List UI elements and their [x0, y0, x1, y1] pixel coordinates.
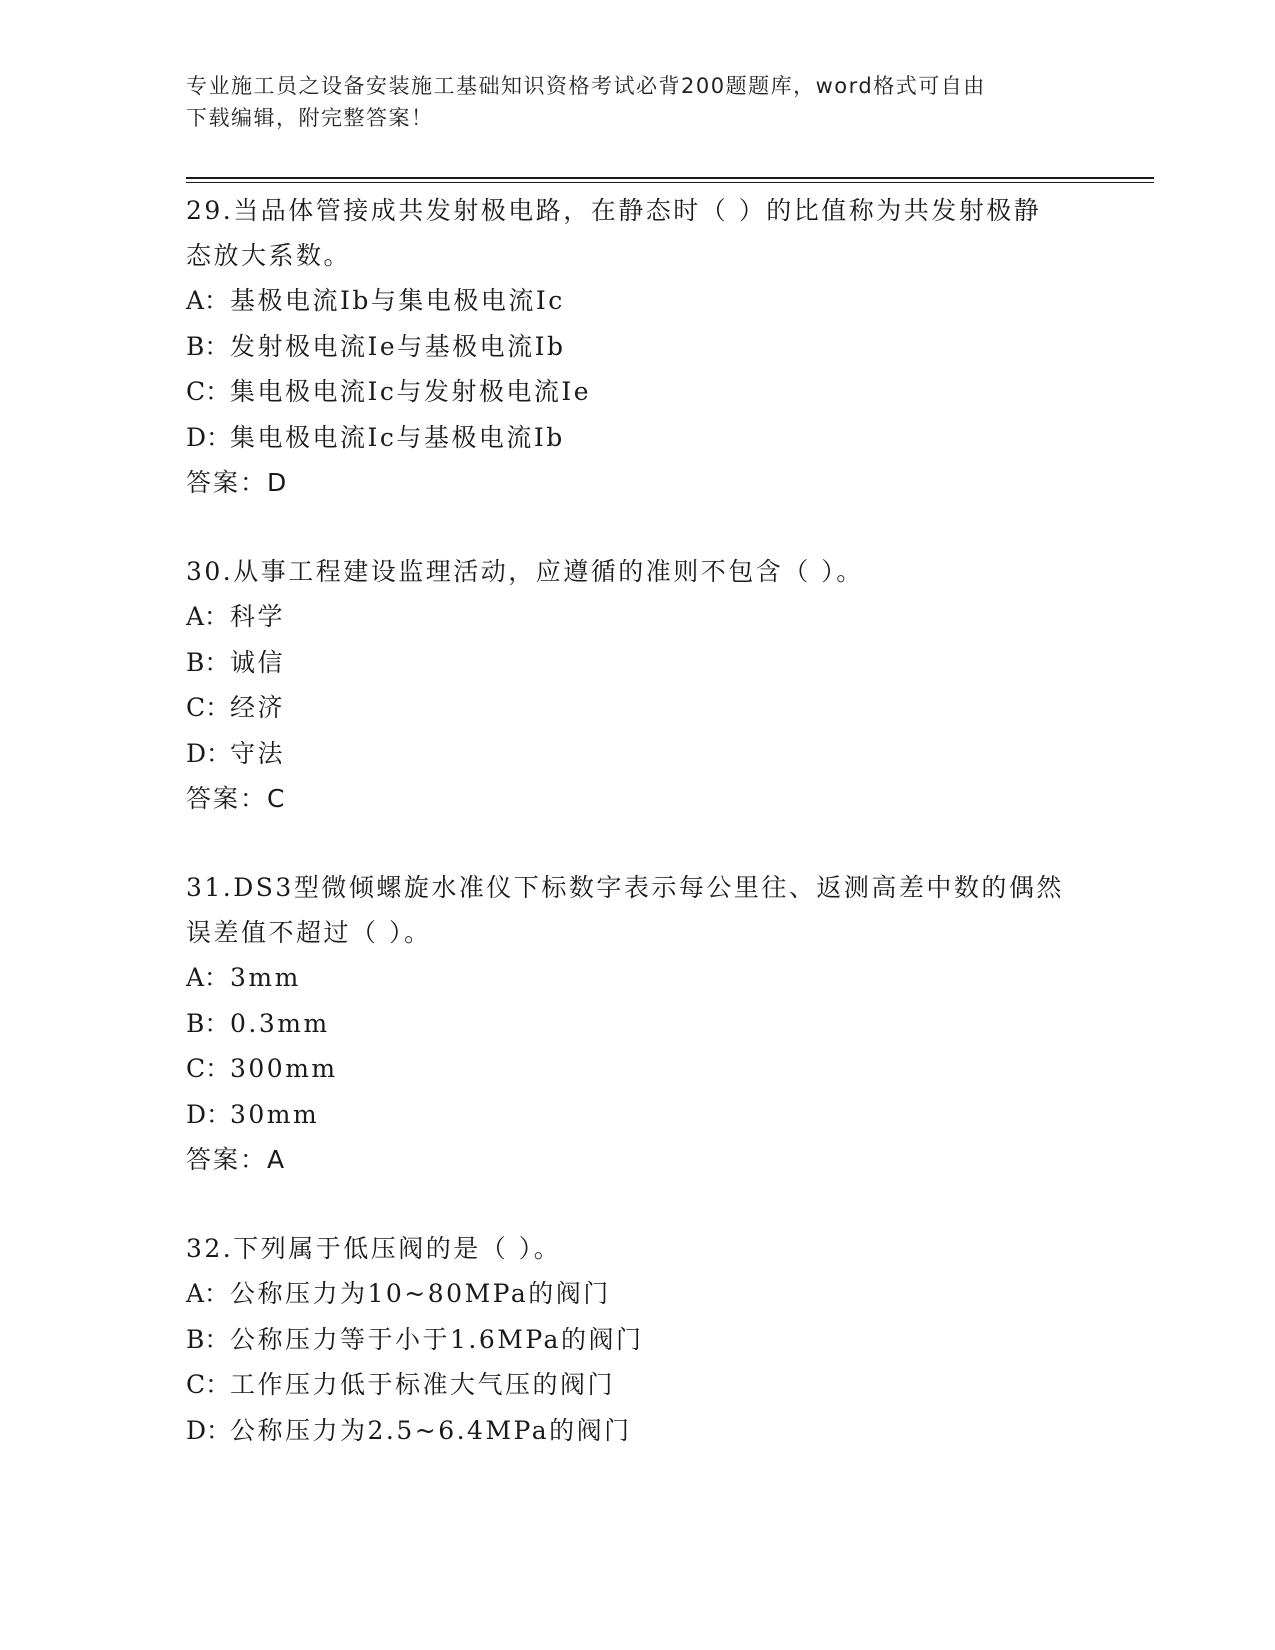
option-text: 科学 [230, 602, 286, 631]
option-letter: B： [186, 1008, 230, 1038]
option-text: 经济 [230, 693, 286, 722]
question-29 [186, 188, 1066, 506]
option-text: 300mm [230, 1054, 338, 1083]
option-text: 公称压力为10~80MPa的阀门 [230, 1279, 611, 1308]
option-text: 守法 [230, 738, 286, 768]
question-stem: 32.下列属于低压阀的是（ ）。 [186, 1234, 562, 1263]
option-letter: D： [186, 738, 232, 768]
answer-text: 答案：D [186, 468, 289, 497]
option-d [186, 1408, 1066, 1454]
option-c [186, 685, 1066, 731]
option-text: 0.3mm [230, 1008, 330, 1038]
question-stem: 31.DS3型微倾螺旋水准仪下标数字表示每公里往、返测高差中数的偶然误差值不超过（ ）。 [186, 873, 1064, 947]
option-letter: B： [186, 647, 230, 677]
question-31 [186, 865, 1066, 1183]
option-letter: A： [186, 286, 230, 315]
header-line-1: 专业施工员之设备安装施工基础知识资格考试必背200题题库，word格式可自由 [186, 74, 986, 98]
option-c [186, 1046, 1066, 1092]
option-letter: B： [186, 1324, 230, 1354]
header-line-2: 下载编辑，附完整答案！ [186, 106, 434, 130]
option-a [186, 278, 1066, 324]
answer-text: 答案：C [186, 784, 287, 813]
option-text: 30mm [230, 1099, 320, 1129]
option-text: 诚信 [230, 647, 286, 677]
option-text: 集电极电流Ic与发射极电流Ie [230, 377, 592, 406]
question-30 [186, 549, 1066, 822]
option-letter: D： [186, 422, 232, 452]
option-letter: C： [186, 1370, 231, 1399]
option-a [186, 1271, 1066, 1317]
option-letter: D： [186, 1099, 232, 1129]
option-text: 基极电流Ib与集电极电流Ic [230, 286, 565, 315]
option-d [186, 731, 1066, 777]
option-letter: A： [186, 963, 230, 992]
question-stem: 29.当品体管接成共发射极电路，在静态时（ ）的比值称为共发射极静态放大系数。 [186, 196, 1042, 270]
option-text: 集电极电流Ic与基极电流Ib [230, 422, 565, 452]
question-32 [186, 1226, 1066, 1453]
option-c [186, 369, 1066, 415]
option-letter: A： [186, 1279, 230, 1308]
option-b [186, 1001, 1066, 1047]
option-letter: C： [186, 693, 231, 722]
option-d [186, 415, 1066, 461]
option-letter: C： [186, 1054, 231, 1083]
option-letter: A： [186, 602, 230, 631]
option-b [186, 1317, 1066, 1363]
option-text: 3mm [230, 963, 301, 992]
option-text: 公称压力等于小于1.6MPa的阀门 [230, 1324, 644, 1354]
option-text: 公称压力为2.5~6.4MPa的阀门 [230, 1415, 632, 1445]
question-stem: 30.从事工程建设监理活动，应遵循的准则不包含（ ）。 [186, 557, 864, 586]
answer-text: 答案：A [186, 1145, 287, 1174]
option-b [186, 324, 1066, 370]
option-d [186, 1092, 1066, 1138]
option-c [186, 1362, 1066, 1408]
header-divider-thin [186, 182, 1154, 183]
option-a [186, 955, 1066, 1001]
option-b [186, 640, 1066, 686]
header-divider-thick [186, 177, 1154, 179]
option-letter: D： [186, 1415, 232, 1445]
option-text: 发射极电流Ie与基极电流Ib [230, 331, 566, 361]
option-letter: B： [186, 331, 230, 361]
option-text: 工作压力低于标准大气压的阀门 [230, 1370, 616, 1399]
option-letter: C： [186, 377, 231, 406]
question-list [186, 188, 1066, 1496]
document-header [186, 70, 1066, 134]
option-a [186, 594, 1066, 640]
